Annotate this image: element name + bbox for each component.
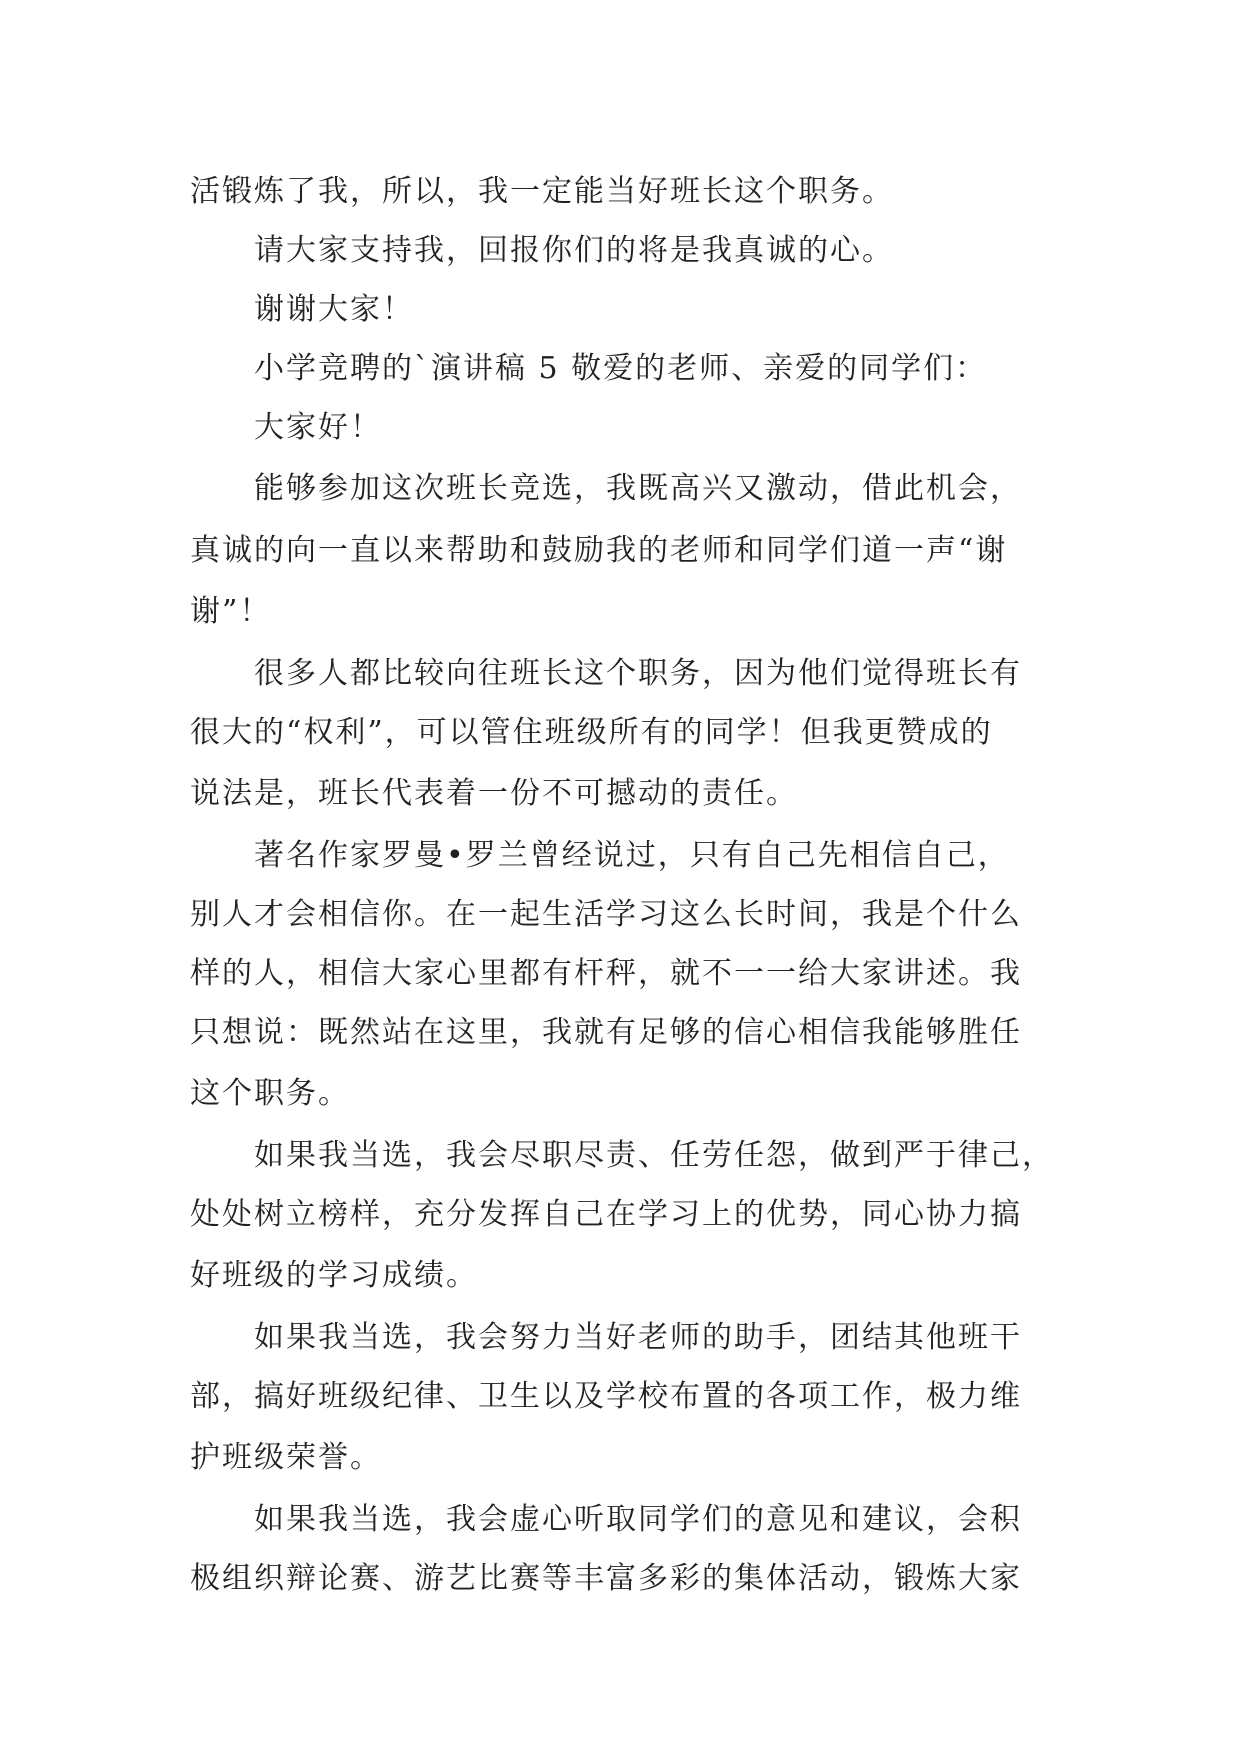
text-line: 能够参加这次班长竞选，我既高兴又激动，借此机会，: [254, 471, 1022, 506]
text-line: 谢”！: [190, 594, 272, 629]
text-line: 小学竞聘的`演讲稿 5 敬爱的老师、亲爱的同学们：: [254, 351, 988, 386]
text-line: 谢谢大家！: [254, 292, 414, 327]
text-line: 活锻炼了我，所以，我一定能当好班长这个职务。: [190, 174, 894, 209]
text-line: 极组织辩论赛、游艺比赛等丰富多彩的集体活动，锻炼大家: [190, 1561, 1022, 1596]
text-line: 著名作家罗曼•罗兰曾经说过，只有自己先相信自己，: [254, 838, 1010, 873]
text-line: 如果我当选，我会尽职尽责、任劳任怨，做到严于律己，: [254, 1138, 1054, 1173]
text-line: 很大的“权利”，可以管住班级所有的同学！但我更赞成的: [190, 715, 993, 750]
text-line: 说法是，班长代表着一份不可撼动的责任。: [190, 776, 798, 811]
text-line: 很多人都比较向往班长这个职务，因为他们觉得班长有: [254, 656, 1022, 691]
text-line: 这个职务。: [190, 1076, 350, 1111]
text-line: 好班级的学习成绩。: [190, 1258, 478, 1293]
text-line: 如果我当选，我会努力当好老师的助手，团结其他班干: [254, 1320, 1022, 1355]
text-line: 真诚的向一直以来帮助和鼓励我的老师和同学们道一声“谢: [190, 533, 1008, 568]
text-line: 护班级荣誉。: [190, 1440, 382, 1475]
text-line: 部，搞好班级纪律、卫生以及学校布置的各项工作，极力维: [190, 1379, 1022, 1414]
text-line: 大家好！: [254, 410, 382, 445]
document-body: [190, 162, 1054, 1608]
text-line: 请大家支持我，回报你们的将是我真诚的心。: [254, 233, 894, 268]
text-line: 处处树立榜样，充分发挥自己在学习上的优势，同心协力搞: [190, 1197, 1022, 1232]
text-line: 别人才会相信你。在一起生活学习这么长时间，我是个什么: [190, 897, 1022, 932]
text-line: 只想说：既然站在这里，我就有足够的信心相信我能够胜任: [190, 1015, 1022, 1050]
text-line: 样的人，相信大家心里都有杆秤，就不一一给大家讲述。我: [190, 956, 1022, 991]
text-line: 如果我当选，我会虚心听取同学们的意见和建议，会积: [254, 1502, 1022, 1537]
